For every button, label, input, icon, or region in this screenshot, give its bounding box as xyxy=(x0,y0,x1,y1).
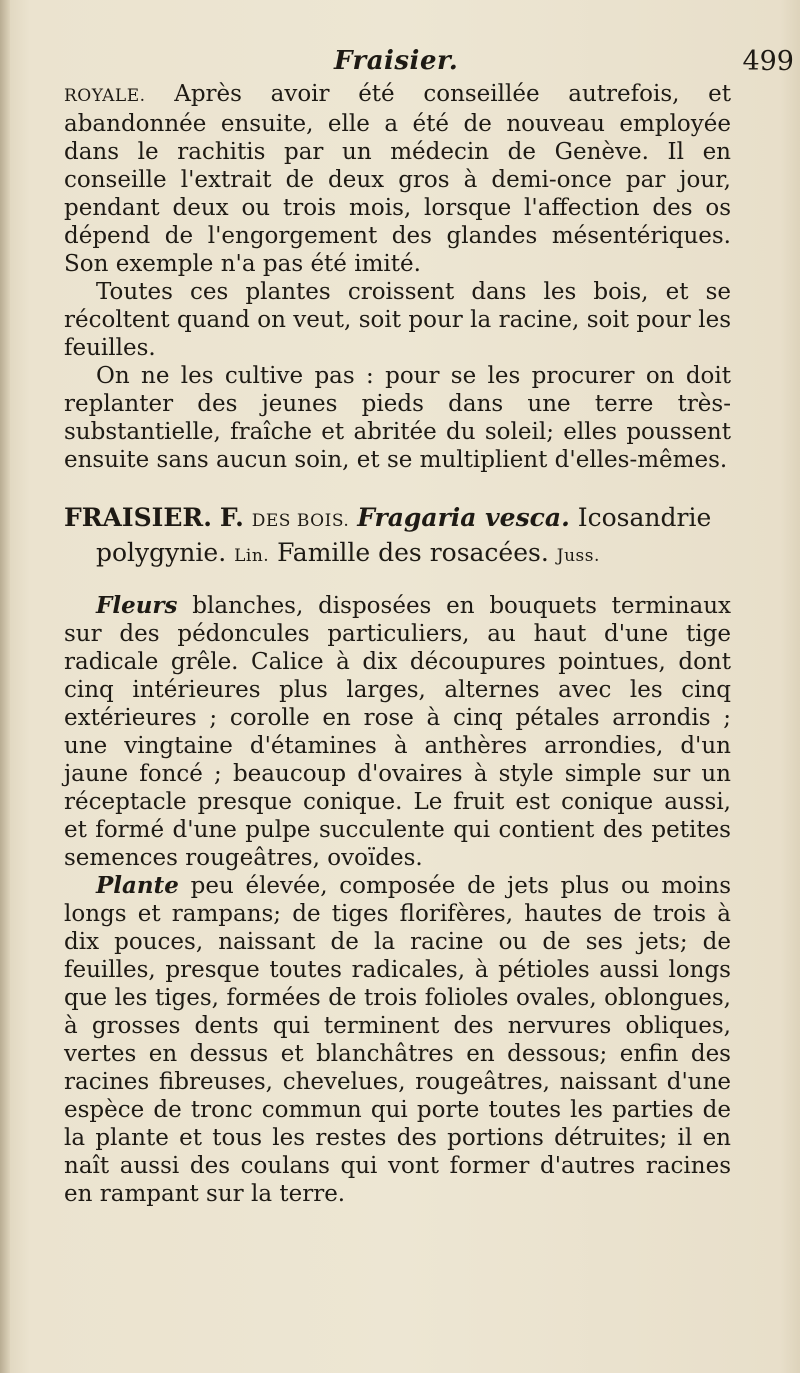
running-title: Fraisier. xyxy=(334,46,459,76)
page-number: 499 xyxy=(742,46,794,77)
section-label-fleurs: Fleurs xyxy=(96,592,178,619)
paragraph-text: blanches, disposées en bouquets terminaux sur des pédoncules particuliers, au haut d'une tige radicale grêle. Calice à dix découpures pointues, dont cinq intérieures plus larges, alternes avec les cinq extérieures ; corolle en rose à cinq pétales arrondis ; une vingtaine d'étamines à anthères arrondies, d'un jaune foncé ; beaucoup d'ovaires à style simple sur un réceptacle presque conique. Le fruit est conique aussi, et formé d'une pulpe succulente qui contient des petites semences rougeâtres, ovoïdes. xyxy=(64,593,731,871)
book-spine-shadow xyxy=(0,0,10,1373)
page-header xyxy=(64,46,794,84)
entry-variant: DES BOIS. xyxy=(251,511,350,531)
paragraph-text: Toutes ces plantes croissent dans les bois, et se récoltent quand on veut, soit pour la racine, soit pour les feuilles. xyxy=(64,279,731,361)
entry-family: Famille des rosacées. xyxy=(269,538,557,567)
paragraph-cultivation xyxy=(64,362,731,474)
paragraph-text: Après avoir été conseillée autrefois, et abandonnée ensuite, elle a été de nouveau employée dans le rachitis par un médecin de Genève. Il en conseille l'extrait de deux gros à demi-once par jour, pendant deux ou trois mois, lorsque l'affection des os dépend de l'engorgement des glandes mésentériques. Son exemple n'a pas été imité. xyxy=(64,81,731,277)
entry-headword: FRAISIER. xyxy=(64,503,212,532)
entry-latin-name: Fragaria vesca. xyxy=(357,503,570,532)
entry-classification: Icosandrie polygynie. xyxy=(96,503,712,567)
body-text xyxy=(64,80,731,1208)
entry-heading xyxy=(64,502,731,572)
paragraph-plante xyxy=(64,872,731,1208)
section-label-plante: Plante xyxy=(96,872,179,899)
paragraph-royale xyxy=(64,80,731,278)
paragraph-text: peu élevée, composée de jets plus ou moins longs et rampans; de tiges florifères, hautes de trois à dix pouces, naissant de la racine ou de ses jets; de feuilles, presque toutes radicales, à pétioles aussi longs que les tiges, formées de trois folioles ovales, oblongues, à grosses dents qui terminent des nervures obliques, vertes en dessus et blanchâtres en dessous; enfin des racines fibreuses, chevelues, rougeâtres, naissant d'une espèce de tronc commun qui porte toutes les parties de la plante et tous les restes des portions détruites; il en naît aussi des coulans qui vont former d'autres racines en rampant sur la terre. xyxy=(64,873,731,1207)
paragraph-text: On ne les cultive pas : pour se les procurer on doit replanter des jeunes pieds dans une terre très-substantielle, fraîche et abritée du soleil; elles poussent ensuite sans aucun soin, et se multiplient d'elles-mêmes. xyxy=(64,363,731,473)
entry-jussieu: Juss. xyxy=(556,546,600,566)
paragraph-fleurs xyxy=(64,592,731,872)
paragraph-harvest xyxy=(64,278,731,362)
entry-variant-abbr: F. xyxy=(219,503,244,532)
entry-linnaeus: Lin. xyxy=(234,546,270,566)
paragraph-lead-word: ROYALE. xyxy=(64,86,146,106)
